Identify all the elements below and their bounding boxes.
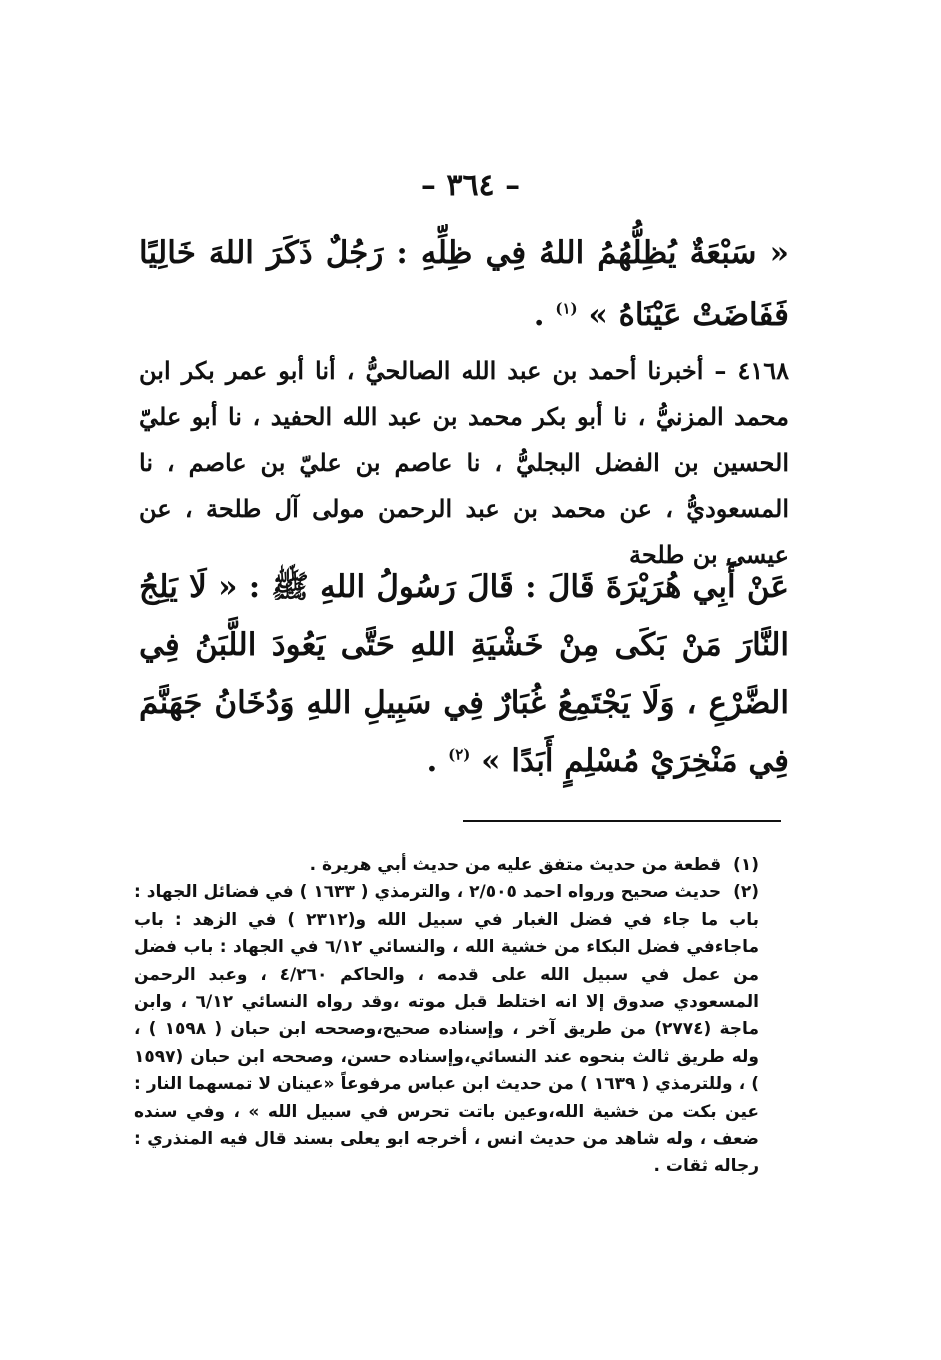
footnote-1-number: (١) (733, 855, 759, 875)
footnotes (134, 852, 789, 1181)
footnote-1-text: قطعة من حديث متفق عليه من حديث أبي هريرة . (309, 855, 722, 875)
isnad-paragraph (139, 348, 789, 578)
footnote-ref-1: (١) (555, 299, 578, 318)
hadith-top-end: . (533, 297, 545, 333)
footnote-divider (463, 820, 781, 822)
footnote-2-number: (٢) (733, 882, 760, 903)
page-number: – ٣٦٤ – (420, 168, 521, 203)
isnad-text: ٤١٦٨ – أخبرنا أحمد بن عبد الله الصالحيُّ ، أنا أبو عمر بكر ابن محمد المزنيُّ ، نا أبو بكر محمد بن عبد الله الحفيد ، نا أبو عليّ الحسين بن الفضل البجليُّ ، نا عاصم بن عليّ بن عاصم ، نا المسعوديُّ ، عن محمد بن عبد الرحمن مولى آل طلحة ، عن عيسى بن طلحة (139, 356, 789, 569)
hadith-main-paragraph (139, 558, 789, 790)
footnote-1 (134, 852, 789, 879)
hadith-top-paragraph (139, 222, 789, 346)
hadith-main-end: . (426, 743, 438, 779)
footnote-2-text: حديث صحيح ورواه احمد ٢/٥٠٥ ، والترمذي ( ١٦٣٣ ) في فضائل الجهاد : باب ما جاء في فضل الغبار في سبيل الله و(٢٣١٢ ) في الزهد : باب ماجاءفي فضل البكاء من خشية الله ، والنسائي ٦/١٢ في الجهاد : باب فضل من عمل في سبيل الله على قدمه ، والحاكم ٤/٢٦٠ ، وعبد الرحمن المسعودي صدوق إلا انه اختلط قبل موته ،وقد رواه النسائي ٦/١٢ ، وابن ماجة (٢٧٧٤) من طريق آخر ، وإسناده صحيح،وصححه ابن حبان ( ١٥٩٨ ) ، وله طريق ثالث بنحوه عند النسائي،وإسناده حسن، وصححه ابن حبان (١٥٩٧ ) ، وللترمذي ( ١٦٣٩ ) من حديث ابن عباس مرفوعاً «عينان لا تمسهما النار : عين بكت من خشية الله،وعين باتت تحرس في سبيل الله » ، وفي سنده ضعف ، وله شاهد من حديث انس ، أخرجه ابو يعلى بسند قال فيه المنذري : رجاله ثقات . (134, 882, 760, 1177)
hadith-top-text: « سَبْعَةٌ يُظِلُّهُمُ اللهُ فِي ظِلِّهِ : رَجُلٌ ذَكَرَ اللهَ خَالِيًا فَفَاضَتْ عَيْنَاهُ » (139, 235, 789, 333)
hadith-main-text: عَنْ أَبِي هُرَيْرَةَ قَالَ : قَالَ رَسُولُ اللهِ ﷺ : « لَا يَلِجُ النَّارَ مَنْ بَكَى مِنْ خَشْيَةِ اللهِ حَتَّى يَعُودَ اللَّبَنُ فِي الضَّرْعِ ، وَلَا يَجْتَمِعُ غُبَارٌ فِي سَبِيلِ اللهِ وَدُخَانُ جَهَنَّمَ فِي مَنْخِرَيْ مُسْلِمٍ أَبَدًا » (139, 569, 789, 779)
footnote-ref-2: (٢) (448, 745, 471, 764)
footnote-2 (134, 879, 789, 1180)
